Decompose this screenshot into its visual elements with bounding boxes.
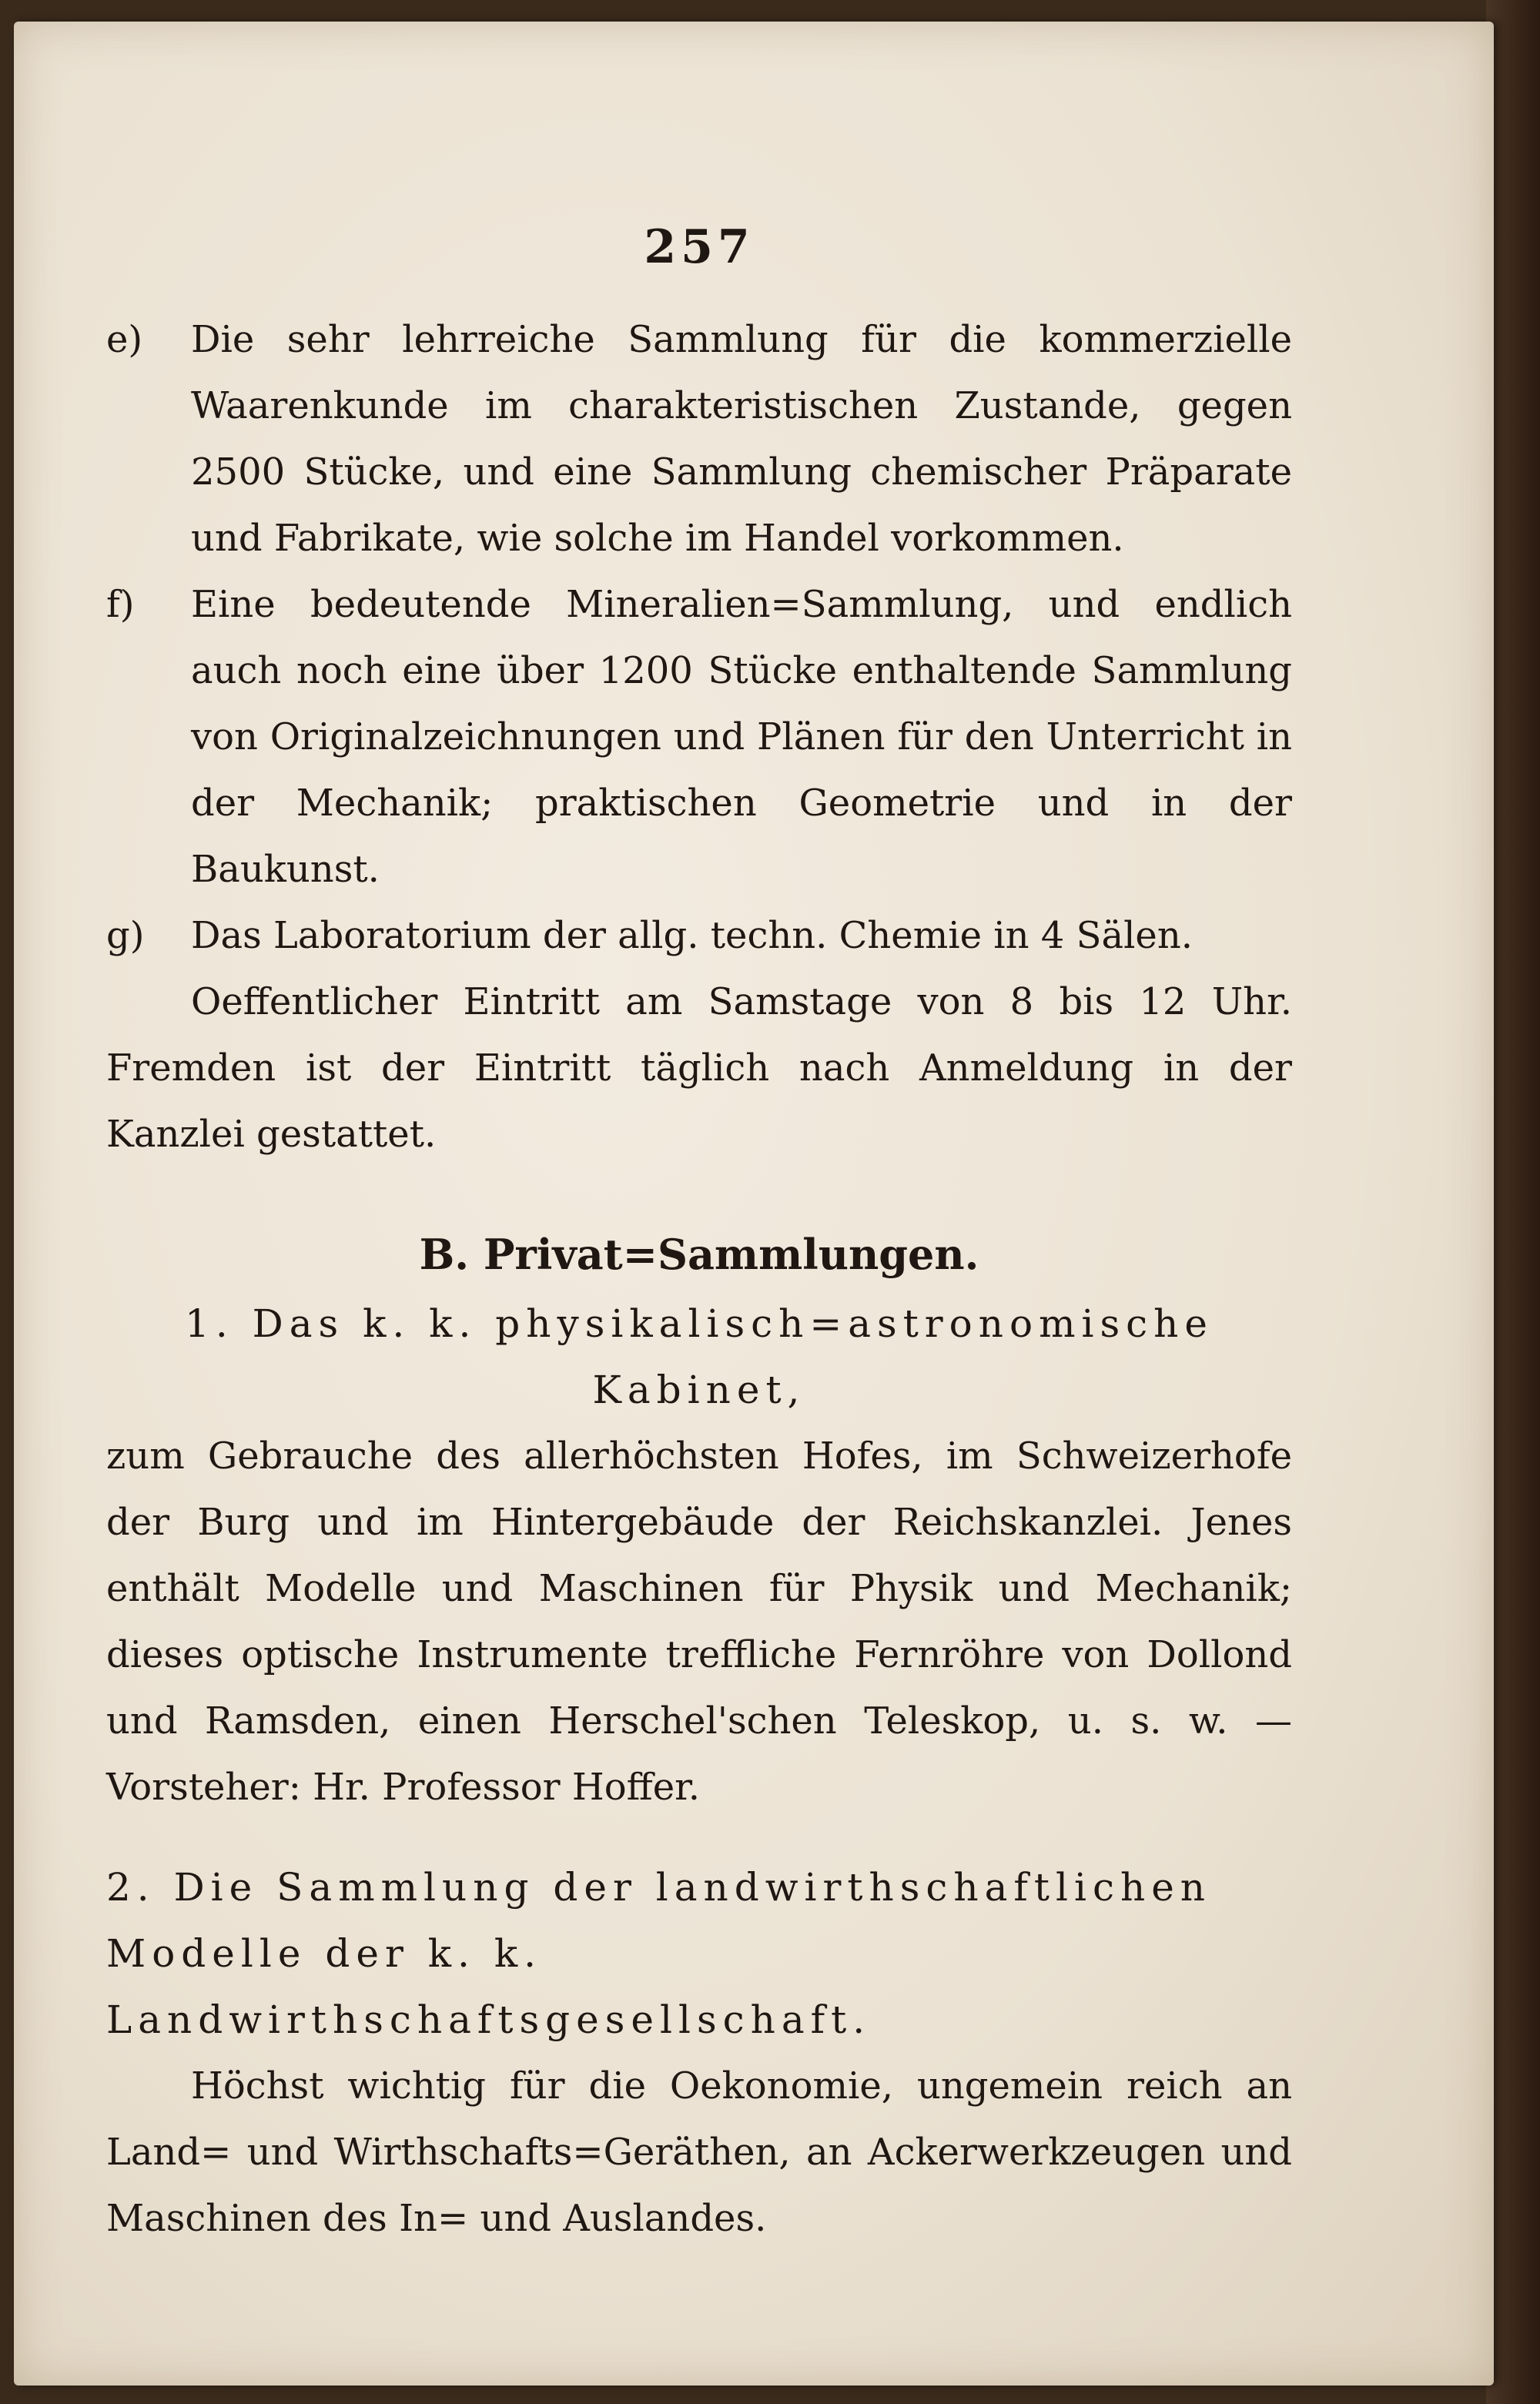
entry-label: g) [106, 914, 145, 957]
entries-list [106, 306, 1292, 2252]
entry-g [106, 902, 1292, 969]
item2-title-line1: 2. Die Sammlung der landwirthschaftlichen [106, 1865, 1211, 1910]
admission-note: Oeffentlicher Eintritt am Samstage von 8 bis 12 Uhr. Fremden ist der Eintritt täglich nach Anmeldung in der Kanzlei gestattet. [106, 980, 1292, 1156]
entry-text: Das Laboratorium der allg. techn. Chemie in 4 Sälen. [191, 914, 1193, 957]
entry-label: f) [106, 583, 135, 626]
book-page [14, 22, 1494, 2386]
section-heading: B. Privat=Sammlungen. [419, 1230, 979, 1279]
entry-f [106, 571, 1292, 902]
item2-body: Höchst wichtig für die Oekonomie, ungemein reich an Land= und Wirthschafts=Geräthen, an Ackerwerkzeugen und Maschinen des In= und Auslandes. [106, 2064, 1292, 2240]
book-edge [1486, 0, 1540, 2404]
entry-e [106, 306, 1292, 571]
item1-title-line1: 1. Das k. k. physikalisch=astronomische [185, 1301, 1214, 1346]
page-number: 257 [644, 220, 755, 274]
spacer [106, 1820, 1292, 1854]
item1-title-line2: Kabinet, [592, 1368, 806, 1412]
entry-text: Die sehr lehrreiche Sammlung für die kommerzielle Waarenkunde im charakteristischen Zustande, gegen 2500 Stücke, und eine Sammlung chemischer Präparate und Fabrikate, wie solche im Handel vorkommen. [191, 318, 1292, 560]
item2-title-line2: Modelle der k. k. Landwirthschaftsgesellschaft. [106, 1931, 872, 2042]
entry-label: e) [106, 318, 143, 361]
entry-text: Eine bedeutende Mineralien=Sammlung, und endlich auch noch eine über 1200 Stücke enthaltende Sammlung von Originalzeichnungen und Plänen für den Unterricht in der Mechanik; praktischen Geometrie und in der Baukunst. [191, 583, 1292, 891]
item1-body: zum Gebrauche des allerhöchsten Hofes, im Schweizerhofe der Burg und im Hintergebäude der Reichskanzlei. Jenes enthält Modelle und Maschinen für Physik und Mechanik; dieses optische Instrumente treffliche Fernröhre von Dollond und Ramsden, einen Herschel'schen Teleskop, u. s. w. — Vorsteher: Hr. Professor Hoffer. [106, 1435, 1292, 1809]
